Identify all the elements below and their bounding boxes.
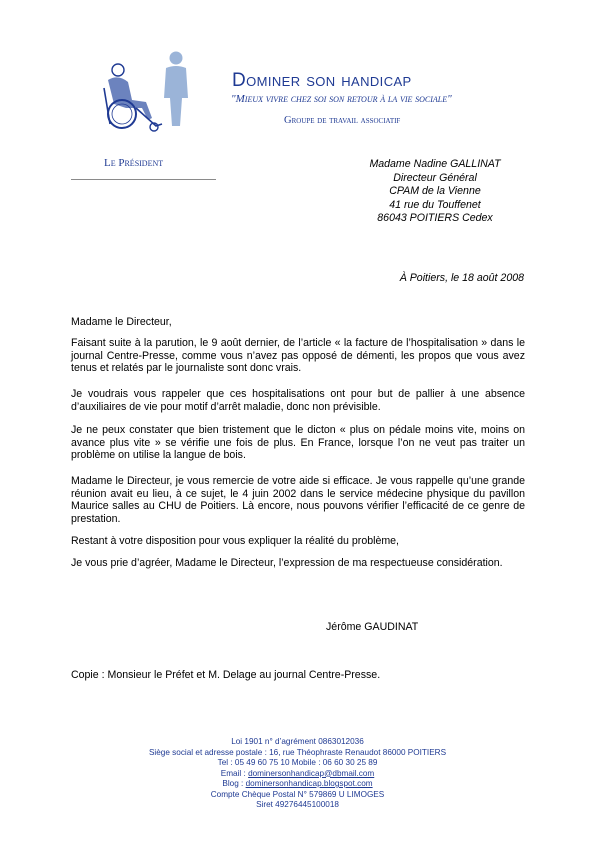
paragraph: Restant à votre disposition pour vous expliquer la réalité du problème, xyxy=(71,535,400,547)
footer-agreement: Loi 1901 n° d’agrément 0863012036 xyxy=(231,737,364,746)
paragraph: Je voudrais vous rappeler que ces hospitalisations ont pour but de pallier à une absence d’auxiliaires de vie pour motif d’arrêt maladie, donc non prévisible. xyxy=(71,388,525,413)
wheelchair-person-logo-icon xyxy=(96,48,196,134)
copy-recipients: Copie : Monsieur le Préfet et M. Delage au journal Centre-Presse. xyxy=(71,669,381,681)
paragraph: Je ne peux constater que bien tristement que le dicton « plus on pédale moins vite, moins on avance plus vite » se vérifie une fois de plus. En France, lorsque l’on ne veut pas traiter un problème on utilise la langue de bois. xyxy=(71,424,525,462)
footer-ccp: Compte Chèque Postal N° 579869 U LIMOGES xyxy=(210,789,385,799)
salutation: Madame le Directeur, xyxy=(71,316,172,328)
signature-name: Jérôme GAUDINAT xyxy=(326,621,419,633)
email-link[interactable]: dominersonhandicap@dbmail.com xyxy=(248,768,375,778)
recipient-organization: CPAM de la Vienne xyxy=(389,185,481,197)
recipient-city: 86043 POITIERS Cedex xyxy=(377,212,493,224)
organization-name: Dominer son handicap xyxy=(232,70,412,91)
footer-email-line xyxy=(0,769,595,780)
footer-siret: Siret 49276445100018 xyxy=(256,800,339,809)
organization-motto: "Mieux vivre chez soi son retour à la vie sociale" xyxy=(231,93,452,105)
letter-date: À Poitiers, le 18 août 2008 xyxy=(399,272,524,284)
organization-group: Groupe de travail associatif xyxy=(284,115,401,126)
recipient-name: Madame Nadine GALLINAT xyxy=(369,158,501,170)
president-divider xyxy=(71,179,216,180)
paragraph: Faisant suite à la parution, le 9 août dernier, de l’article « la facture de l’hospitalisation » dans le journal Centre-Presse, comme vous n’avez pas opposé de démenti, les propos que vous avez tenus et relatés par le journaliste sont donc vrais. xyxy=(71,337,525,375)
paragraph: Je vous prie d’agréer, Madame le Directeur, l’expression de ma respectueuse considération. xyxy=(71,557,503,569)
footer-blog-label: Blog : xyxy=(222,779,246,788)
recipient-title: Directeur Général xyxy=(393,171,477,184)
footer-email-label: Email : xyxy=(220,768,249,778)
president-label: Le Président xyxy=(104,157,164,169)
footer-phone: Tel : 05 49 60 75 10 Mobile : 06 60 30 25 89 xyxy=(217,758,378,767)
recipient-address xyxy=(340,158,530,226)
blog-link[interactable]: dominersonhandicap.blogspot.com xyxy=(245,779,373,788)
footer-blog-line xyxy=(0,779,595,790)
footer-address: Siège social et adresse postale : 16, rue Théophraste Renaudot 86000 POITIERS xyxy=(148,747,447,757)
recipient-street: 41 rue du Touffenet xyxy=(389,198,481,211)
footer xyxy=(0,737,595,811)
paragraph: Madame le Directeur, je vous remercie de votre aide si efficace. Je vous rappelle qu’une grande réunion avait eu lieu, à ce sujet, le 4 juin 2002 dans le service médecine physique du pavillon Maurice salles au CHU de Poitiers. Là encore, nous pouvons vérifier l’efficacité de ce genre de prestation. xyxy=(71,475,525,525)
